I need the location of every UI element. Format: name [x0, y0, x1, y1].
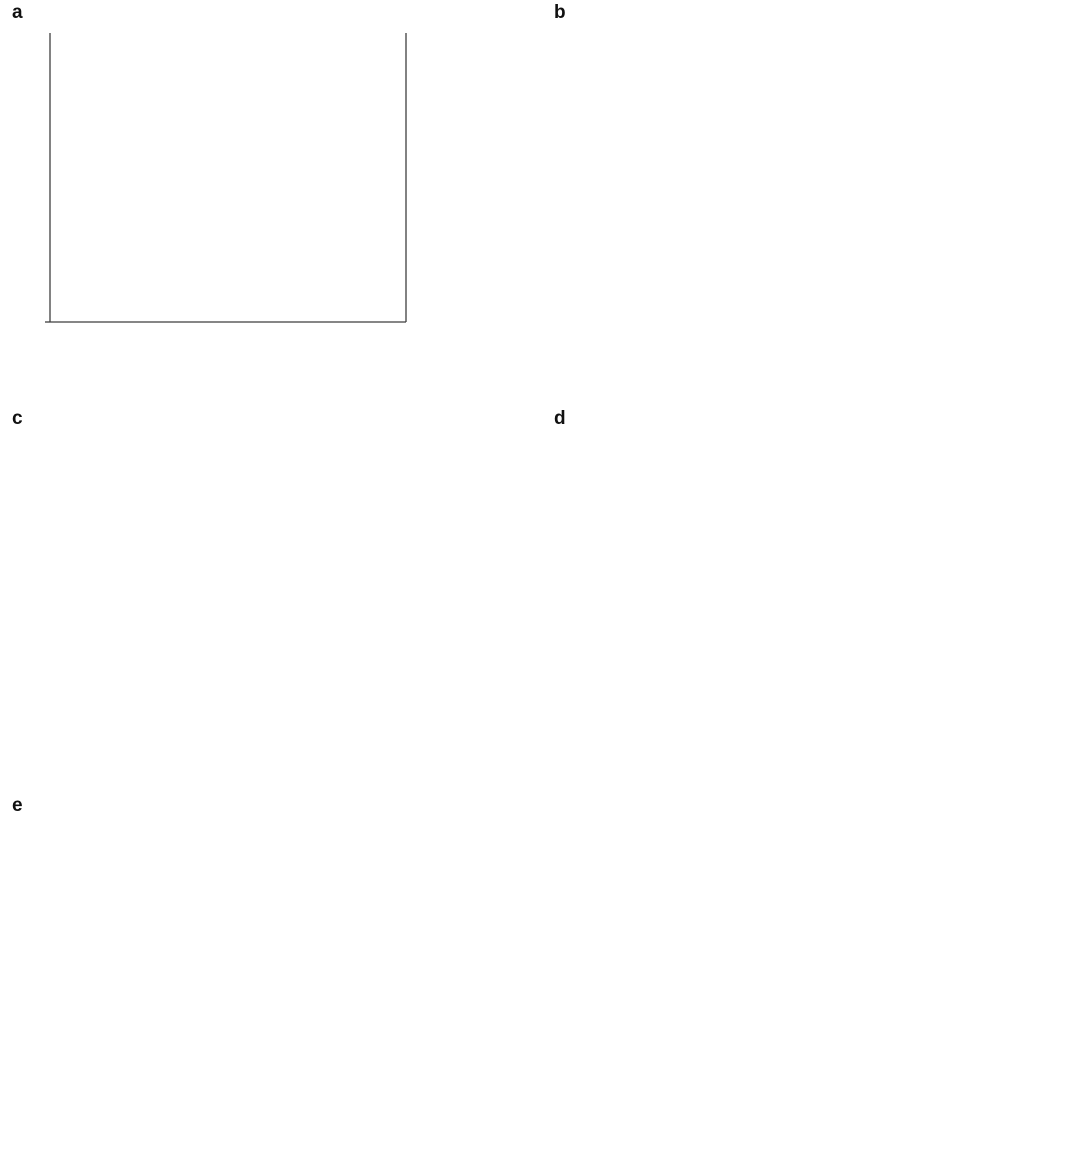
- panel-b-chart: [500, 0, 1080, 400]
- panel-b-label: b: [554, 2, 566, 23]
- panel-a-label: a: [12, 2, 23, 23]
- panel-d-label: d: [554, 408, 566, 429]
- panel-d-chart: [490, 400, 1080, 790]
- panel-e-chart: [0, 790, 1080, 1160]
- panel-a-plot: [45, 33, 406, 322]
- panel-e-label: e: [12, 795, 23, 816]
- axes: [45, 33, 406, 322]
- panel-c-label: c: [12, 408, 23, 429]
- panel-c-chart: [0, 400, 540, 790]
- panel-a-chart: [0, 0, 540, 400]
